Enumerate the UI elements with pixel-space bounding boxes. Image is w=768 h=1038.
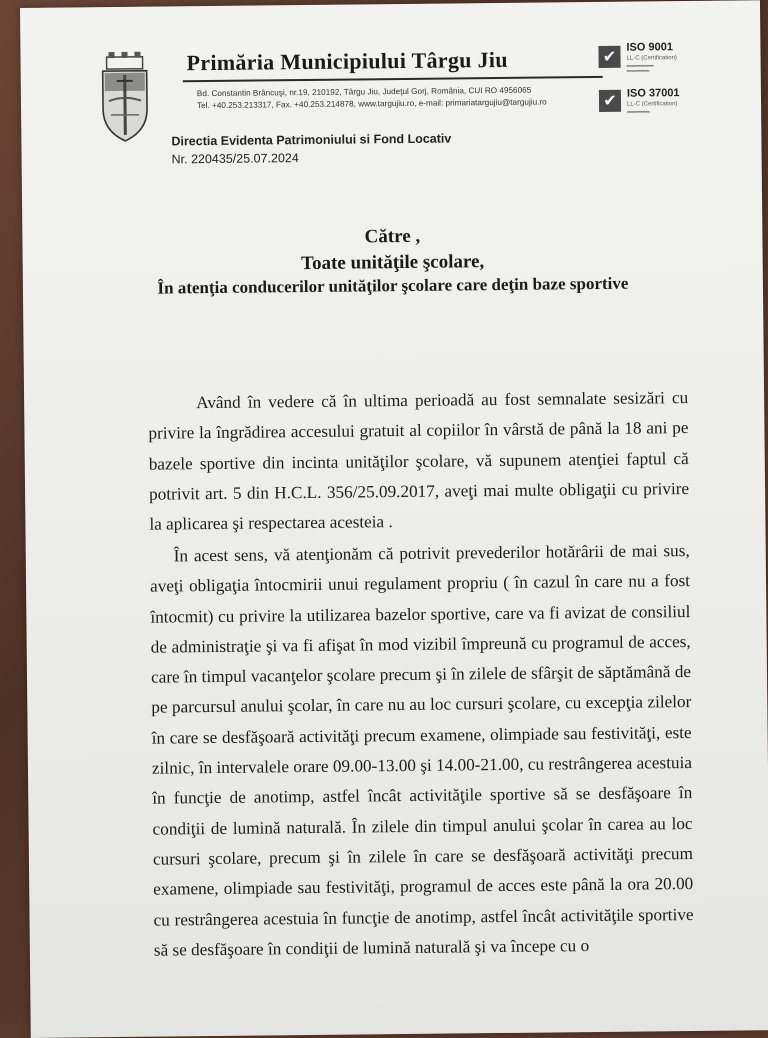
header-divider — [183, 76, 603, 82]
addressee-recipients: Toate unităţile şcolare, — [301, 251, 485, 275]
iso-9001-sub: LL-C (Certification) — [626, 55, 677, 62]
contact-info — [197, 84, 617, 112]
checkmark-icon: ✔ — [599, 90, 621, 112]
iso-9001-fineprint: ▬▬▬▬▬▬ — [626, 62, 654, 68]
coat-of-arms-icon — [98, 51, 151, 144]
department-name: Directia Evidenta Patrimoniului si Fond Locativ — [171, 131, 452, 149]
checkmark-icon: ✔ — [598, 46, 620, 68]
document-page — [20, 0, 768, 1038]
registration-number: Nr. 220435/25.07.2024 — [171, 151, 299, 167]
iso-certifications — [598, 41, 729, 122]
contact-address: Bd. Constantin Brâncuşi, nr.19, 210192, Târgu Jiu, Judeţul Gorj, România, CUI RO 4956065 — [196, 85, 532, 99]
addressee-to: Către , — [364, 225, 421, 248]
iso-37001-label: ISO 37001 — [626, 87, 680, 100]
addressee-attention: În atenţia conducerilor unităţilor şcolare care deţin baze sportive — [157, 273, 629, 298]
body-paragraph-2: În acest sens, vă atenţionăm că potrivit prevederilor hotărârii de mai sus, aveţi obligaţia întocmirii unui regulament propriu ( în cazul în care nu a fost întocmit) cu privire la utilizarea bazelor sportive, care va fi avizat de consiliul de administraţie şi va fi afişat în mod vizibil împreună cu programul de acces, care în timpul vacanţelor şcolare precum şi în zilele de sfârşit de săptămână de pe parcursul anului şcolar, în care nu au loc cursuri şcolare, cu excepţia zilelor în care se desfăşoară activităţi precum examene, olimpiade sau festivităţi, este zilnic, în intervalele orare 09.00-13.00 şi 14.00-21.00, cu restrângerea acestuia în funcţie de anotimp, astfel încât activităţile sportive să se desfăşoare în condiţii de lumină naturală. În zilele din timpul anului şcolar în carea au loc cursuri şcolare, precum şi în zilele în care se desfăşoară activităţi precum examene, olimpiade sau festivităţi, programul de acces este până la ora 20.00 cu restrângerea acestuia în funcţie de anotimp, astfel încât activităţile sportive să se desfăşoare în condiţii de lumină naturală şi va începe cu o — [149, 541, 694, 960]
iso-9001-label: ISO 9001 — [626, 41, 673, 54]
contact-phone-web: Tel. +40.253.213317, Fax. +40.253.214878, www.targujiu.ro, e-mail: primariatargujiu@targujiu.ro — [196, 97, 547, 111]
organization-name: Primăria Municipiului Târgu Jiu — [186, 46, 508, 76]
iso-37001-sub: LL-C (Certification) — [627, 101, 678, 108]
iso-9001-fineprint-2: ▬▬▬▬▬ — [626, 67, 650, 73]
body-paragraph-1: Având în vedere că în ultima perioadă au fost semnalate sesizări cu privire la îngrădirea accesului gratuit al copiilor în vârstă de până la 18 ani pe bazele sportive din incinta unităţilor şcolare, vă supunem atenţiei faptul că potrivit art. 5 din H.C.L. 356/25.09.2017, aveţi mai multe obligaţii cu privire la aplicarea şi respectarea acesteia . — [148, 388, 690, 534]
iso-37001-fineprint: ▬▬▬▬▬ — [627, 108, 650, 114]
